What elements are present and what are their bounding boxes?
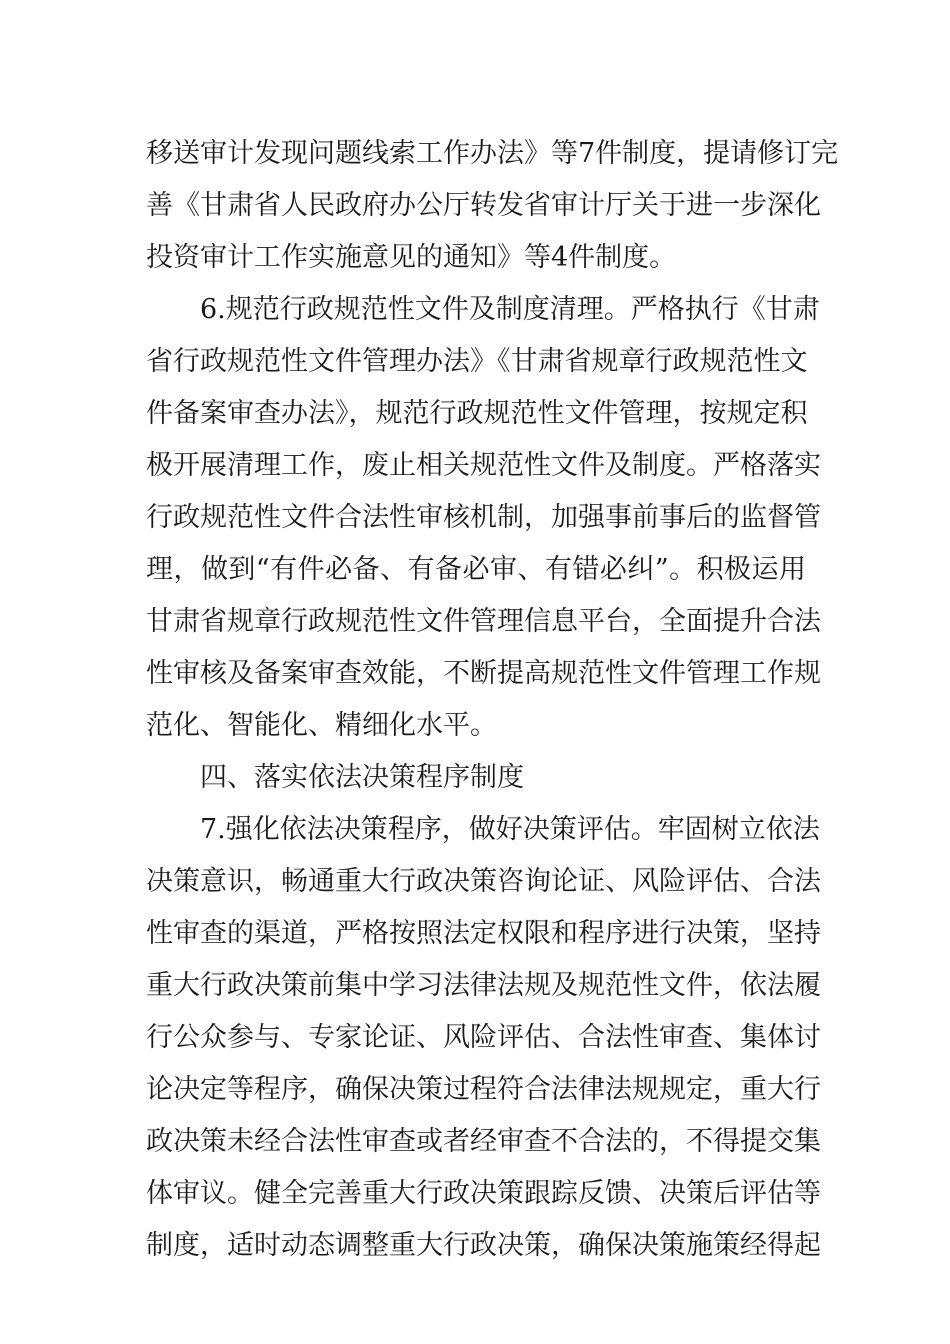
paragraph-line: 决策意识，畅通重大行政决策咨询论证、风险评估、合法: [146, 866, 821, 897]
paragraph-line: 善《甘肃省人民政府办公厅转发省审计厅关于进一步深化: [146, 190, 821, 221]
paragraph-line: 重大行政决策前集中学习法律法规及规范性文件，依法履: [146, 970, 821, 1001]
paragraph-line: 行公众参与、专家论证、风险评估、合法性审查、集体讨: [146, 1022, 821, 1053]
paragraph-line: 行政规范性文件合法性审核机制，加强事前事后的监督管: [146, 502, 821, 533]
paragraph-line: 理，做到“有件必备、有备必审、有错必纠”。积极运用: [146, 554, 806, 585]
section-heading: 四、落实依法决策程序制度: [200, 762, 524, 793]
paragraph-line: 范化、智能化、精细化水平。: [146, 710, 497, 741]
paragraph-line: 6.规范行政规范性文件及制度清理。严格执行《甘肃: [200, 294, 820, 325]
paragraph-line: 论决定等程序，确保决策过程符合法律法规规定，重大行: [146, 1074, 821, 1105]
document-body: [146, 128, 839, 1272]
paragraph-line: 省行政规范性文件管理办法》《甘肃省规章行政规范性文: [146, 346, 808, 377]
paragraph-line: 甘肃省规章行政规范性文件管理信息平台，全面提升合法: [146, 606, 821, 637]
paragraph-line: 极开展清理工作，废止相关规范性文件及制度。严格落实: [146, 450, 821, 481]
paragraph-line: 政决策未经合法性审查或者经审查不合法的，不得提交集: [146, 1126, 821, 1157]
paragraph-line: 7.强化依法决策程序，做好决策评估。牢固树立依法: [200, 814, 820, 845]
paragraph-line: 体审议。健全完善重大行政决策跟踪反馈、决策后评估等: [146, 1178, 821, 1209]
paragraph-line: 投资审计工作实施意见的通知》等4件制度。: [146, 242, 677, 273]
paragraph-line: 件备案审查办法》，规范行政规范性文件管理，按规定积: [146, 398, 808, 429]
paragraph-line: 移送审计发现问题线索工作办法》等7件制度，提请修订完: [146, 138, 839, 169]
paragraph-line: 制度，适时动态调整重大行政决策，确保决策施策经得起: [146, 1230, 821, 1261]
paragraph-line: 性审查的渠道，严格按照法定权限和程序进行决策，坚持: [146, 918, 821, 949]
paragraph-line: 性审核及备案审查效能，不断提高规范性文件管理工作规: [146, 658, 821, 689]
